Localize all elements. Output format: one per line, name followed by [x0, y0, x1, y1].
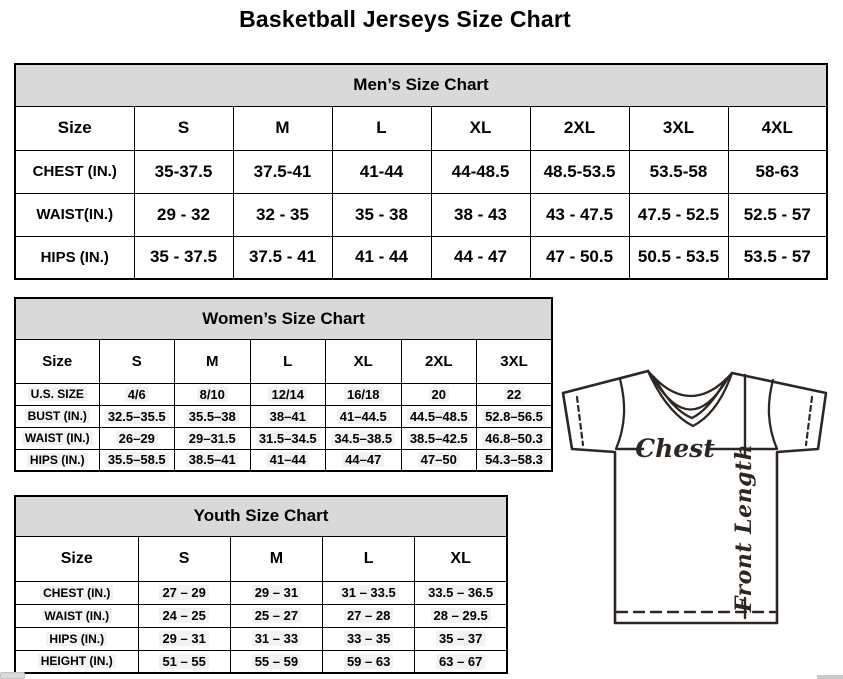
cell-text: 46.8–50.3: [482, 431, 546, 446]
cell: [415, 650, 507, 673]
cell: [401, 449, 477, 471]
cell: [250, 427, 326, 449]
cell: [530, 150, 629, 193]
cell: [477, 449, 553, 471]
womens-size-table: [14, 297, 553, 472]
cell: [230, 650, 322, 673]
cell: [230, 581, 322, 604]
cell-text: 44–47: [342, 452, 384, 467]
sleeve-seam-right-line: [769, 380, 777, 449]
men-column-header: XL: [431, 106, 530, 150]
cell: [326, 427, 402, 449]
men-row: [15, 193, 827, 236]
cell-text: 35-37.5: [154, 161, 213, 181]
cell-text: 8/10: [197, 387, 228, 402]
row-label: [15, 427, 99, 449]
cell-text: 28 – 29.5: [431, 608, 491, 623]
cell-text: 47–50: [418, 452, 460, 467]
men-row: [15, 236, 827, 279]
row-label-text: HIPS (IN.): [46, 632, 107, 646]
women-row: [15, 449, 552, 471]
cell-text: 51 – 55: [159, 654, 208, 669]
cell-text: 47 - 50.5: [545, 247, 614, 267]
cell: [175, 427, 251, 449]
men-column-header: 3XL: [629, 106, 728, 150]
men-row: [15, 150, 827, 193]
cell: [138, 581, 230, 604]
cell-text: 33 – 35: [344, 631, 393, 646]
row-label: [15, 405, 99, 427]
cell-text: 12/14: [268, 387, 307, 402]
cell-text: 55 – 59: [252, 654, 301, 669]
youth-column-header: Size: [15, 536, 138, 581]
cell: [175, 383, 251, 405]
women-column-header: S: [99, 339, 175, 383]
cell: [230, 604, 322, 627]
row-label-text: HEIGHT (IN.): [38, 654, 116, 668]
cell-text: 54.3–58.3: [482, 452, 546, 467]
cell-text: 38.5–42.5: [407, 431, 471, 446]
cell-text: 43 - 47.5: [545, 204, 614, 224]
women-column-header: 3XL: [477, 339, 553, 383]
cell: [629, 150, 728, 193]
row-label: [15, 150, 134, 193]
cell: [431, 193, 530, 236]
cell-text: 29–31.5: [186, 431, 239, 446]
cell-text: 44.5–48.5: [407, 409, 471, 424]
women-column-header: M: [175, 339, 251, 383]
cell: [477, 427, 553, 449]
row-label: [15, 627, 138, 650]
cell: [728, 236, 827, 279]
youth-column-header: M: [230, 536, 322, 581]
cell-text: 50.5 - 53.5: [637, 247, 720, 267]
cell-text: 59 – 63: [344, 654, 393, 669]
row-label-text: CHEST (IN.): [32, 163, 117, 180]
cell: [728, 193, 827, 236]
cell-text: 35 – 37: [436, 631, 485, 646]
cell: [326, 405, 402, 427]
cell: [323, 650, 415, 673]
cell: [477, 405, 553, 427]
mens-size-table: [14, 63, 828, 280]
men-column-header: M: [233, 106, 332, 150]
cell-text: 4/6: [125, 387, 149, 402]
cell-text: 24 – 25: [159, 608, 208, 623]
youth-size-table: [14, 495, 508, 674]
cell-text: 41–44.5: [337, 409, 390, 424]
jersey-measurement-diagram: [560, 363, 843, 626]
cell: [530, 193, 629, 236]
cell-text: 38 - 43: [454, 204, 507, 224]
women-row: [15, 383, 552, 405]
cell-text: 35 - 37.5: [149, 247, 218, 267]
row-label: [15, 449, 99, 471]
cuff-dashed-line-left: [577, 397, 583, 445]
cell: [415, 627, 507, 650]
row-label: [15, 383, 99, 405]
scrollbar-fragment-left[interactable]: [0, 672, 25, 679]
row-label-text: WAIST(IN.): [36, 206, 114, 223]
cell: [323, 627, 415, 650]
cell: [629, 193, 728, 236]
cell-text: 33.5 – 36.5: [425, 585, 496, 600]
cuff-dashed-line-right: [806, 397, 812, 445]
cell-text: 32.5–35.5: [105, 409, 169, 424]
men-column-header: S: [134, 106, 233, 150]
cell-text: 63 – 67: [436, 654, 485, 669]
cell-text: 20: [429, 387, 449, 402]
cell: [138, 650, 230, 673]
cell-text: 25 – 27: [252, 608, 301, 623]
row-label-text: WAIST (IN.): [22, 431, 93, 445]
row-label: [15, 604, 138, 627]
cell-text: 52.8–56.5: [482, 409, 546, 424]
cell: [138, 627, 230, 650]
row-label-text: HIPS (IN.): [40, 248, 109, 266]
women-column-header: Size: [15, 339, 99, 383]
cell: [250, 449, 326, 471]
cell: [431, 236, 530, 279]
cell: [134, 193, 233, 236]
cell-text: 31.5–34.5: [256, 431, 320, 446]
cell-text: 31 – 33.5: [339, 585, 399, 600]
cell: [415, 581, 507, 604]
cell: [401, 383, 477, 405]
cell: [431, 150, 530, 193]
cell-text: 53.5-58: [649, 161, 708, 181]
cell: [477, 383, 553, 405]
cell-text: 32 - 35: [256, 204, 309, 224]
cell-text: 37.5 - 41: [248, 247, 317, 267]
v-neck-collar: [648, 371, 732, 426]
row-label: [15, 193, 134, 236]
women-row: [15, 405, 552, 427]
youth-row: [15, 604, 507, 627]
cell: [323, 604, 415, 627]
cell-text: 41–44: [267, 452, 309, 467]
row-label: [15, 650, 138, 673]
cell-text: 35 - 38: [355, 204, 408, 224]
men-grid: [14, 63, 828, 280]
youth-column-header: L: [323, 536, 415, 581]
cell-text: 47.5 - 52.5: [637, 204, 720, 224]
cell: [99, 449, 175, 471]
cell: [134, 236, 233, 279]
men-table-title: Men’s Size Chart: [15, 64, 827, 106]
page-title: Basketball Jerseys Size Chart: [239, 6, 571, 32]
cell: [250, 405, 326, 427]
cell-text: 58-63: [755, 161, 799, 181]
youth-column-header: XL: [415, 536, 507, 581]
cell-text: 44-48.5: [451, 161, 510, 181]
cell-text: 37.5-41: [253, 161, 312, 181]
cell-text: 27 – 28: [344, 608, 393, 623]
cell-text: 48.5-53.5: [543, 161, 616, 181]
women-row: [15, 427, 552, 449]
row-label-text: WAIST (IN.): [41, 609, 112, 623]
cell: [233, 193, 332, 236]
row-label-text: BUST (IN.): [25, 409, 90, 423]
cell: [99, 383, 175, 405]
cell: [415, 604, 507, 627]
row-label-text: CHEST (IN.): [40, 586, 113, 600]
women-column-header: L: [250, 339, 326, 383]
cell-text: 38–41: [267, 409, 309, 424]
cell: [326, 383, 402, 405]
youth-column-header: S: [138, 536, 230, 581]
cell-text: 26–29: [116, 431, 158, 446]
cell: [99, 405, 175, 427]
row-label: [15, 581, 138, 604]
row-label: [15, 236, 134, 279]
cell: [530, 236, 629, 279]
cell: [233, 236, 332, 279]
women-table-title: Women’s Size Chart: [15, 298, 552, 339]
cell-text: 35.5–38: [186, 409, 239, 424]
row-label-text: HIPS (IN.): [27, 453, 88, 467]
cell-text: 31 – 33: [252, 631, 301, 646]
youth-row: [15, 627, 507, 650]
cell-text: 16/18: [344, 387, 383, 402]
cell: [230, 627, 322, 650]
chest-label: Chest: [635, 434, 715, 463]
youth-grid: [14, 495, 508, 674]
cell: [332, 193, 431, 236]
cell: [332, 236, 431, 279]
cell: [233, 150, 332, 193]
cell-text: 34.5–38.5: [331, 431, 395, 446]
cell: [99, 427, 175, 449]
cell: [728, 150, 827, 193]
cell-text: 53.5 - 57: [743, 247, 811, 267]
men-column-header: L: [332, 106, 431, 150]
cell-text: 44 - 47: [454, 247, 507, 267]
cell: [138, 604, 230, 627]
cell: [332, 150, 431, 193]
cell-text: 38.5–41: [186, 452, 239, 467]
women-column-header: XL: [326, 339, 402, 383]
cell-text: 35.5–58.5: [105, 452, 169, 467]
cell-text: 41-44: [359, 161, 404, 181]
cell: [175, 405, 251, 427]
cell-text: 52.5 - 57: [743, 204, 811, 224]
cell-text: 29 – 31: [252, 585, 301, 600]
cell: [175, 449, 251, 471]
men-column-header: 2XL: [530, 106, 629, 150]
youth-row: [15, 581, 507, 604]
cell: [326, 449, 402, 471]
front-length-label: Front Length: [731, 443, 757, 613]
youth-row: [15, 650, 507, 673]
scrollbar-fragment-right[interactable]: [817, 675, 843, 679]
cell: [401, 427, 477, 449]
women-column-header: 2XL: [401, 339, 477, 383]
women-grid: [14, 297, 553, 472]
youth-table-title: Youth Size Chart: [15, 496, 507, 536]
cell-text: 27 – 29: [159, 585, 208, 600]
men-column-header: Size: [15, 106, 134, 150]
men-column-header: 4XL: [728, 106, 827, 150]
cell-text: 29 - 32: [157, 204, 210, 224]
cell-text: 29 – 31: [159, 631, 208, 646]
cell: [323, 581, 415, 604]
cell-text: 22: [504, 387, 524, 402]
cell: [250, 383, 326, 405]
cell: [401, 405, 477, 427]
cell: [629, 236, 728, 279]
cell-text: 41 - 44: [355, 247, 408, 267]
row-label-text: U.S. SIZE: [28, 387, 87, 401]
cell: [134, 150, 233, 193]
sleeve-seam-left-line: [616, 379, 624, 449]
